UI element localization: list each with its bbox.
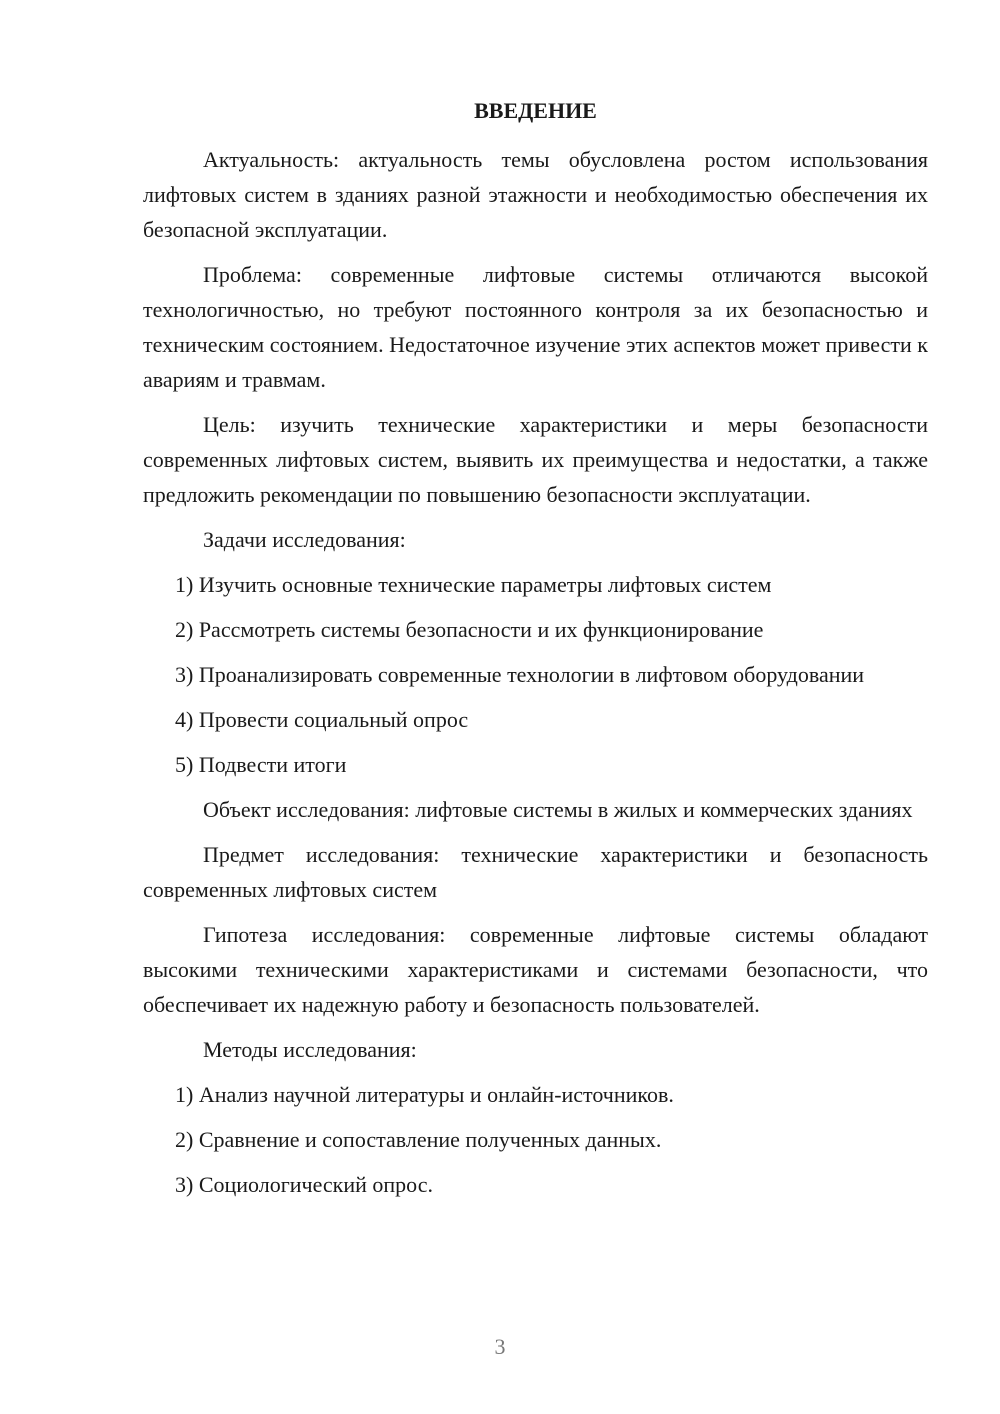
paragraph-hypothesis: Гипотеза исследования: современные лифтовые системы обладают высокими техническими характеристиками и системами безопасности, что обеспечивает их надежную работу и безопасность пользователей. <box>143 922 928 1017</box>
page-title: ВВЕДЕНИЕ <box>474 98 597 123</box>
paragraph-subject: Предмет исследования: технические характеристики и безопасность современных лифтовых систем <box>143 842 928 902</box>
method-item: 3) Социологический опрос. <box>175 1172 433 1197</box>
paragraph-goal: Цель: изучить технические характеристики и меры безопасности современных лифтовых систем, выявить их преимущества и недостатки, а также предложить рекомендации по повышению безопасности эксплуатации. <box>143 412 928 507</box>
paragraph-actuality: Актуальность: актуальность темы обусловлена ростом использования лифтовых систем в зданиях разной этажности и необходимостью обеспечения их безопасной эксплуатации. <box>143 147 928 242</box>
method-item: 2) Сравнение и сопоставление полученных данных. <box>175 1127 662 1152</box>
task-item: 4) Провести социальный опрос <box>175 707 469 732</box>
task-item: 3) Проанализировать современные технологии в лифтовом оборудовании <box>175 662 865 687</box>
method-item: 1) Анализ научной литературы и онлайн-источников. <box>175 1082 674 1107</box>
page-number: 3 <box>494 1334 506 1359</box>
paragraph-problem: Проблема: современные лифтовые системы отличаются высокой технологичностью, но требуют постоянного контроля за их безопасностью и техническим состоянием. Недостаточное изучение этих аспектов может привести к авариям и травмам. <box>143 262 928 392</box>
methods-heading: Методы исследования: <box>203 1037 417 1062</box>
document-page <box>143 96 928 1212</box>
paragraph-object: Объект исследования: лифтовые системы в жилых и коммерческих зданиях <box>203 797 913 822</box>
task-item: 2) Рассмотреть системы безопасности и их функционирование <box>175 617 764 642</box>
task-item: 5) Подвести итоги <box>175 752 347 777</box>
task-item: 1) Изучить основные технические параметры лифтовых систем <box>175 572 772 597</box>
tasks-heading: Задачи исследования: <box>203 527 406 552</box>
